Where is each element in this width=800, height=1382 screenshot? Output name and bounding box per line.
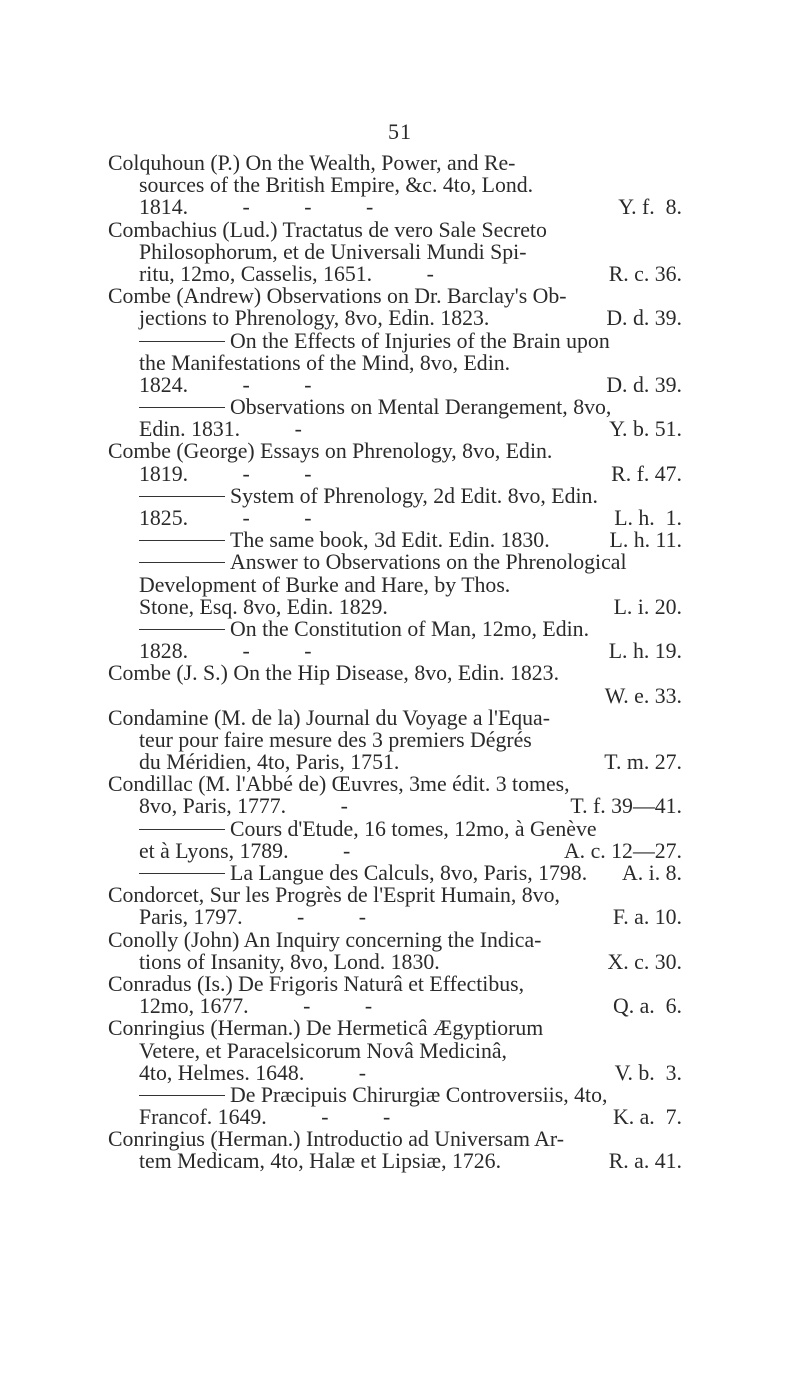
- entry-text: et à Lyons, 1789. -: [139, 838, 351, 863]
- shelf-mark: T. m. 27.: [604, 750, 682, 775]
- ditto-rule: [139, 1095, 225, 1096]
- entry-text: On the Effects of Injuries of the Brain upon: [230, 328, 610, 353]
- catalogue-line: [108, 729, 682, 751]
- shelf-mark: X. c. 30.: [607, 949, 682, 974]
- entry-text: Answer to Observations on the Phrenological: [230, 550, 627, 575]
- page-number: 51: [388, 119, 412, 144]
- catalogue-line: [108, 396, 682, 418]
- shelf-mark: R. c. 36.: [608, 261, 682, 286]
- entry-text: Conringius (Herman.) Introductio ad Universam Ar-: [108, 1127, 564, 1152]
- entry-text: 1819. - -: [139, 461, 312, 486]
- catalogue-entries: [108, 152, 682, 1173]
- catalogue-line: [108, 707, 682, 729]
- entry-text: 1824. - -: [139, 372, 312, 397]
- shelf-mark: L. h. 1.: [614, 506, 682, 530]
- catalogue-line: [108, 884, 682, 906]
- catalogue-line: [108, 1128, 682, 1150]
- shelf-mark: A. i. 8.: [622, 861, 682, 885]
- shelf-mark: V. b. 3.: [614, 1060, 682, 1085]
- catalogue-line: [108, 352, 682, 374]
- catalogue-line: [108, 440, 682, 462]
- shelf-mark: L. i. 20.: [613, 594, 682, 619]
- catalogue-line: [108, 951, 682, 973]
- catalogue-line: [108, 174, 682, 196]
- catalogue-line: [108, 862, 682, 884]
- catalogue-line: [108, 219, 682, 241]
- entry-text: Edin. 1831. -: [139, 417, 302, 442]
- shelf-mark: Q. a. 6.: [612, 994, 682, 1019]
- entry-text: Francof. 1649. - -: [139, 1105, 391, 1130]
- catalogue-line: [108, 995, 682, 1017]
- catalogue-line: [108, 1106, 682, 1128]
- entry-text: 1828. - -: [139, 639, 312, 664]
- entry-text: The same book, 3d Edit. Edin. 1830.: [230, 528, 550, 553]
- entry-text: Stone, Esq. 8vo, Edin. 1829.: [139, 594, 388, 619]
- entry-text: Combe (J. S.) On the Hip Disease, 8vo, Edin. 1823.: [108, 661, 560, 686]
- catalogue-line: [108, 374, 682, 396]
- catalogue-line: [108, 1040, 682, 1062]
- ditto-rule: [139, 407, 225, 408]
- shelf-mark: W. e. 33.: [604, 683, 682, 708]
- catalogue-line: [108, 773, 682, 795]
- ditto-rule: [139, 629, 225, 630]
- entry-text: 8vo, Paris, 1777. -: [139, 794, 348, 819]
- ditto-rule: [139, 341, 225, 342]
- entry-text: Condorcet, Sur les Progrès de l'Esprit Humain, 8vo,: [108, 883, 560, 908]
- catalogue-line: [108, 507, 682, 529]
- entry-text: Paris, 1797. - -: [139, 905, 367, 930]
- entry-text: Philosophorum, et de Universali Mundi Spi-: [139, 239, 527, 264]
- entry-text: On the Constitution of Man, 12mo, Edin.: [230, 616, 590, 641]
- ditto-rule: [139, 873, 225, 874]
- entry-text: du Méridien, 4to, Paris, 1751.: [139, 750, 400, 775]
- catalogue-line: [108, 973, 682, 995]
- shelf-mark: L. h. 19.: [608, 639, 682, 664]
- entry-text: System of Phrenology, 2d Edit. 8vo, Edin.: [230, 483, 598, 508]
- catalogue-line: [108, 906, 682, 928]
- catalogue-line: [108, 662, 682, 684]
- catalogue-line: [108, 929, 682, 951]
- entry-text: 12mo, 1677. - -: [139, 994, 373, 1019]
- entry-text: jections to Phrenology, 8vo, Edin. 1823.: [139, 306, 490, 331]
- entry-text: Condillac (M. l'Abbé de) Œuvres, 3me édit. 3 tomes,: [108, 772, 570, 797]
- entry-text: teur pour faire mesure des 3 premiers Dégrés: [139, 727, 532, 752]
- catalogue-line: [108, 795, 682, 817]
- entry-text: Combe (George) Essays on Phrenology, 8vo, Edin.: [108, 439, 553, 464]
- entry-text: Observations on Mental Derangement, 8vo,: [230, 395, 612, 420]
- shelf-mark: D. d. 39.: [606, 372, 682, 397]
- entry-text: Conringius (Herman.) De Hermeticâ Ægyptiorum: [108, 1016, 544, 1041]
- entry-text: Vetere, et Paracelsicorum Novâ Medicinâ,: [139, 1038, 507, 1063]
- entry-text: sources of the British Empire, &c. 4to, Lond.: [139, 173, 534, 198]
- entry-text: Development of Burke and Hare, by Thos.: [139, 572, 511, 597]
- catalogue-line: [108, 640, 682, 662]
- shelf-mark: D. d. 39.: [606, 306, 682, 331]
- catalogue-line: [108, 1062, 682, 1084]
- catalogue-line: [108, 574, 682, 596]
- catalogue-line: [108, 418, 682, 440]
- catalogue-line: [108, 818, 682, 840]
- shelf-mark: A. c. 12—27.: [563, 838, 682, 863]
- ditto-rule: [139, 562, 225, 563]
- catalogue-line: [108, 685, 682, 707]
- catalogue-line: [108, 485, 682, 507]
- shelf-mark: R. f. 47.: [611, 461, 682, 486]
- entry-text: ritu, 12mo, Casselis, 1651. -: [139, 261, 434, 286]
- catalogue-line: [108, 751, 682, 773]
- catalogue-line: [108, 196, 682, 218]
- catalogue-line: [108, 1017, 682, 1039]
- catalogue-line: [108, 241, 682, 263]
- shelf-mark: F. a. 10.: [612, 905, 682, 930]
- entry-text: 1814. - - -: [139, 195, 374, 220]
- catalogue-line: [108, 263, 682, 285]
- catalogue-line: [108, 285, 682, 307]
- shelf-mark: Y. b. 51.: [609, 417, 682, 442]
- catalogue-line: [108, 463, 682, 485]
- ditto-rule: [139, 496, 225, 497]
- entry-text: Conradus (Is.) De Frigoris Naturâ et Effectibus,: [108, 971, 525, 996]
- entry-text: 4to, Helmes. 1648. -: [139, 1060, 367, 1085]
- entry-text: 1825. - -: [139, 506, 312, 530]
- catalogue-line: [108, 307, 682, 329]
- shelf-mark: Y. f. 8.: [618, 195, 682, 220]
- ditto-rule: [139, 829, 225, 830]
- entry-text: tions of Insanity, 8vo, Lond. 1830.: [139, 949, 440, 974]
- shelf-mark: L. h. 11.: [609, 528, 682, 553]
- entry-text: La Langue des Calculs, 8vo, Paris, 1798.: [230, 861, 588, 885]
- catalogue-line: [108, 1084, 682, 1106]
- catalogue-line: [108, 529, 682, 551]
- entry-text: Condamine (M. de la) Journal du Voyage a l'Equa-: [108, 705, 550, 730]
- catalogue-line: [108, 152, 682, 174]
- shelf-mark: K. a. 7.: [612, 1105, 682, 1130]
- catalogue-line: [108, 551, 682, 573]
- ditto-rule: [139, 540, 225, 541]
- shelf-mark: R. a. 41.: [608, 1149, 682, 1174]
- catalogue-line: [108, 618, 682, 640]
- entry-text: Combe (Andrew) Observations on Dr. Barclay's Ob-: [108, 284, 567, 309]
- entry-text: De Præcipuis Chirurgiæ Controversiis, 4to,: [230, 1082, 608, 1107]
- entry-text: the Manifestations of the Mind, 8vo, Edin.: [139, 350, 511, 375]
- shelf-mark: T. f. 39—41.: [570, 794, 682, 819]
- entry-text: Colquhoun (P.) On the Wealth, Power, and Re-: [108, 151, 516, 175]
- entry-text: Conolly (John) An Inquiry concerning the Indica-: [108, 927, 542, 952]
- catalogue-line: [108, 330, 682, 352]
- entry-text: Combachius (Lud.) Tractatus de vero Sale Secreto: [108, 217, 547, 242]
- entry-text: Cours d'Etude, 16 tomes, 12mo, à Genève: [230, 816, 597, 841]
- catalogue-line: [108, 840, 682, 862]
- entry-text: tem Medicam, 4to, Halæ et Lipsiæ, 1726.: [139, 1149, 502, 1174]
- catalogue-line: [108, 596, 682, 618]
- catalogue-line: [108, 1150, 682, 1172]
